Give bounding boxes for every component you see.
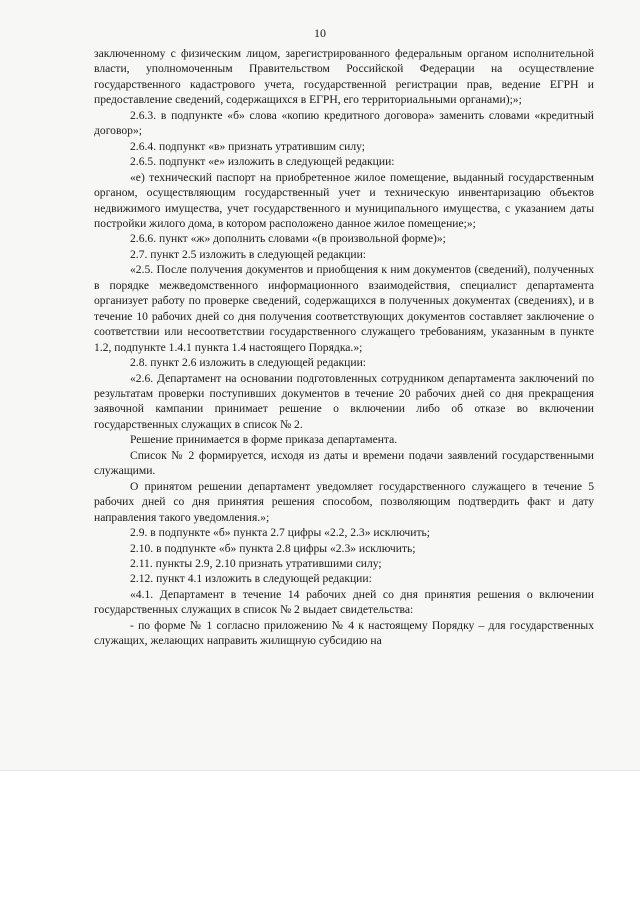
paragraph: «2.6. Департамент на основании подготовленных сотрудником департамента заключений по результатам проверки поступивших документов в течение 20 рабочих дней со дня прекращения заявочной кампании принимает решение о включении либо об отказе во включении государственных служащих в список № 2. bbox=[94, 371, 594, 431]
paragraph: «4.1. Департамент в течение 14 рабочих дней со дня принятия решения о включении государственных служащих в список № 2 выдает свидетельства: bbox=[94, 587, 594, 617]
paragraph: - по форме № 1 согласно приложению № 4 к настоящему Порядку – для государственных служащих, желающих направить жилищную субсидию на bbox=[94, 618, 594, 648]
paragraph: О принятом решении департамент уведомляет государственного служащего в течение 5 рабочих дней со дня принятия решения способом, позволяющим подтвердить факт и дату направления такого уведомления.»; bbox=[94, 479, 594, 524]
paragraph: Список № 2 формируется, исходя из даты и времени подачи заявлений государственными служащими. bbox=[94, 448, 594, 478]
paragraph: 2.6.4. подпункт «в» признать утратившим силу; bbox=[130, 139, 366, 153]
paragraph: 2.8. пункт 2.6 изложить в следующей редакции: bbox=[130, 356, 367, 370]
document-body bbox=[94, 46, 594, 649]
paragraph: Решение принимается в форме приказа департамента. bbox=[130, 433, 398, 447]
paragraph: «е) технический паспорт на приобретенное жилое помещение, выданный государственным органом, осуществляющим государственный учет и техническую инвентаризацию объектов недвижимого имущества, учет государственного и муниципального имущества, с указанием даты постройки жилого дома, в котором расположено данное жилое помещение;»; bbox=[94, 170, 594, 230]
paragraph: 2.6.3. в подпункте «б» слова «копию кредитного договора» заменить словами «кредитный договор»; bbox=[94, 108, 594, 138]
paragraph: 2.10. в подпункте «б» пункта 2.8 цифры «2.3» исключить; bbox=[130, 541, 416, 555]
page-number: 10 bbox=[314, 26, 326, 40]
paragraph: «2.5. После получения документов и приобщения к ним документов (сведений), полученных в порядке межведомственного информационного взаимодействия, специалист департамента организует работу по проверке сведений, содержащихся в полученных документах (сведениях), и в течение 10 рабочих дней со дня получения соответствующих документов составляет заключение о соответствии или несоответствии государственного служащего требованиям, указанным в пункте 1.2, подпункте 1.4.1 пункта 1.4 настоящего Порядка.»; bbox=[94, 263, 594, 354]
paragraph: 2.12. пункт 4.1 изложить в следующей редакции: bbox=[130, 572, 372, 586]
paragraph: 2.7. пункт 2.5 изложить в следующей редакции: bbox=[130, 247, 367, 261]
paragraph: 2.6.6. пункт «ж» дополнить словами «(в произвольной форме)»; bbox=[130, 232, 446, 246]
paragraph: 2.9. в подпункте «б» пункта 2.7 цифры «2.2, 2.3» исключить; bbox=[130, 526, 431, 540]
paragraph: заключенному с физическим лицом, зарегистрированного федеральным органом исполнительной власти, уполномоченным Правительством Российской Федерации на осуществление государственного кадастрового учета, государственной регистрации прав, ведение ЕГРН и предоставление сведений, содержащихся в ЕГРН, его территориальными органами);»; bbox=[94, 47, 594, 107]
paragraph: 2.11. пункты 2.9, 2.10 признать утратившими силу; bbox=[130, 556, 382, 570]
paragraph: 2.6.5. подпункт «е» изложить в следующей редакции: bbox=[130, 155, 395, 169]
